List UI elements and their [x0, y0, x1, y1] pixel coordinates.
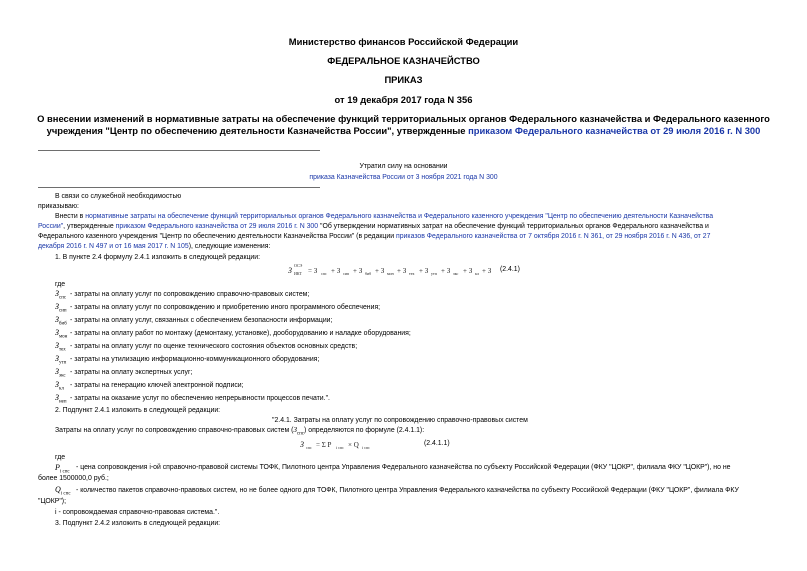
- svg-text:+ З: + З: [482, 267, 492, 275]
- def-price-line2: более 1500000,0 руб.;: [38, 475, 109, 482]
- title-link-order-300[interactable]: приказом Федерального казначейства от 29 июля 2016 г. N 300: [468, 125, 761, 136]
- def-quantity-line2: "ЦОКР");: [38, 498, 67, 505]
- definition-text: - затраты на оплату услуг по сопровождению справочно-правовых систем;: [70, 291, 310, 298]
- def-price-line1: - цена сопровождения i-ой справочно-правовой системы ТОФК, Пилотного центра Управления Федерального казначейства по субъекту Российской Федерации (ФКУ "ЦОКР", филиала ФКУ "ЦОКР"), но не: [76, 464, 731, 471]
- svg-text:= З: = З: [308, 267, 318, 275]
- formula-2-4-1-1-number: (2.4.1.1): [424, 440, 450, 447]
- svg-text:+ З: + З: [463, 267, 473, 275]
- definition-text: - затраты на утилизацию информационно-коммуникационного оборудования;: [70, 356, 320, 363]
- definition-symbol: $З_{неп}$: [55, 393, 67, 405]
- link-order-300[interactable]: приказом Федерального казначейства от 29 июля 2016 г. N 300: [115, 223, 319, 230]
- svg-text:+ З: + З: [419, 267, 429, 275]
- paragraph-changes-line1: [55, 212, 713, 221]
- svg-text:+ З: + З: [331, 267, 341, 275]
- svg-text:ИКТ: ИКТ: [294, 271, 302, 276]
- agency-name: ФЕДЕРАЛЬНОЕ КАЗНАЧЕЙСТВО: [327, 55, 480, 66]
- divider-bottom: [38, 187, 320, 188]
- definition-text: - затраты на генерацию ключей электронной подписи;: [70, 382, 244, 389]
- def-quantity-line1: - количество пакетов справочно-правовых систем, но не более одного для ТОФК, Пилотного центра Управления Федерального казначейства по субъекту Российской Федерации (ФКУ "ЦОКР", филиала ФКУ: [76, 487, 739, 494]
- link-normative-costs[interactable]: нормативные затраты на обеспечение функций территориальных органов Федерального казначейства и Федерального казенного учреждения "Центр по обеспечению деятельности Казначейства: [85, 213, 714, 220]
- definition-symbol: $З_{кл}$: [55, 380, 64, 392]
- svg-text:сип: сип: [343, 271, 350, 276]
- definition-symbol: $З_{биб}$: [55, 315, 67, 327]
- symbol-p-i-sps: $P_{i спс}$: [55, 463, 70, 475]
- definition-symbol: $З_{мон}$: [55, 328, 68, 340]
- svg-text:З: З: [288, 266, 292, 275]
- text: Внести в: [55, 213, 86, 220]
- text: "Об утверждении нормативных затрат на обеспечение функций территориальных органов Федерального казначейства и: [318, 223, 709, 230]
- link-amending-orders-cont[interactable]: декабря 2016 г. N 497 и от 16 мая 2017 г. N 105: [38, 243, 189, 250]
- status-line1: Утратил силу на основании: [359, 163, 448, 170]
- definition-text: - затраты на оплату услуг по сопровождению и приобретению иного программного обеспечения;: [70, 304, 381, 311]
- formula-2-4-1: [288, 262, 498, 278]
- divider-top: [38, 150, 320, 151]
- svg-text:З: З: [300, 440, 304, 449]
- definition-text: - затраты на оплату экспертных услуг;: [70, 369, 193, 376]
- item-3: 3. Подпункт 2.4.2 изложить в следующей редакции:: [55, 520, 221, 527]
- link-amending-orders[interactable]: приказов Федерального казначейства от 7 октября 2016 г. N 361, от 29 ноября 2016 г. N 436, от 27: [395, 233, 711, 240]
- ministry-name: Министерство финансов Российской Федерации: [288, 36, 519, 47]
- svg-text:утп: утп: [431, 271, 437, 276]
- definition-text: - затраты на оплату услуг, связанных с обеспечением безопасности информации;: [70, 317, 333, 324]
- svg-text:+ З: + З: [353, 267, 363, 275]
- symbol-q-i-sps: $Q_{i спс}$: [55, 485, 71, 497]
- text: Затраты на оплату услуг по сопровождению справочно-правовых систем (: [55, 427, 294, 434]
- svg-text:+ З: + З: [397, 267, 407, 275]
- subsection-title: "2.4.1. Затраты на оплату услуг по сопровождению справочно-правовых систем: [272, 417, 528, 424]
- item-1: 1. В пункте 2.4 формулу 2.4.1 изложить в следующей редакции:: [55, 254, 261, 261]
- svg-text:тех: тех: [409, 271, 415, 276]
- link-normative-costs-cont[interactable]: России": [38, 223, 64, 230]
- text: , утвержденные: [63, 223, 116, 230]
- definition-text: - затраты на оказание услуг по обеспечению непрерывности процессов печати.".: [70, 395, 330, 402]
- text: Федерального казенного учреждения "Центр по обеспечению деятельности Казначейства России" (в редакции: [38, 233, 396, 240]
- def-index-i: i - сопровождаемая справочно-правовая система.".: [55, 509, 220, 516]
- paragraph-changes-line4: [38, 242, 270, 251]
- svg-text:спс: спс: [306, 445, 312, 450]
- definition-symbol: $З_{сип}$: [55, 302, 67, 314]
- paragraph-changes-line2: [38, 222, 709, 231]
- svg-text:= Σ P: = Σ P: [316, 441, 332, 449]
- document-type: ПРИКАЗ: [384, 74, 423, 85]
- svg-text:спс: спс: [321, 271, 327, 276]
- svg-text:ОСЭ: ОСЭ: [294, 263, 303, 268]
- svg-text:+ З: + З: [441, 267, 451, 275]
- paragraph-order: приказываю:: [38, 203, 79, 210]
- svg-text:мон: мон: [387, 271, 394, 276]
- definition-symbol: $З_{утп}$: [55, 354, 67, 366]
- item-2: 2. Подпункт 2.4.1 изложить в следующей редакции:: [55, 407, 221, 414]
- svg-text:+ З: + З: [375, 267, 385, 275]
- formula-2-4-1-number: (2.4.1): [500, 266, 520, 273]
- document-title-line1: О внесении изменений в нормативные затраты на обеспечение функций территориальных органов Федерального казначейства и Федерального казенного: [37, 113, 770, 124]
- definition-symbol: $З_{экс}$: [55, 367, 66, 379]
- where-label-2: где: [55, 454, 66, 461]
- definition-symbol: $З_{спс}$: [55, 289, 67, 301]
- svg-text:i спс: i спс: [336, 445, 344, 450]
- symbol-z-sps: $З_{спс}$: [293, 426, 305, 437]
- definition-text: - затраты на оплату услуг по оценке технического состояния объектов основных средств;: [70, 343, 358, 350]
- svg-text:экс: экс: [453, 271, 459, 276]
- document-title-line2: [0, 125, 807, 137]
- text: ), следующие изменения:: [188, 243, 271, 250]
- document-date-number: от 19 декабря 2017 года N 356: [334, 94, 473, 105]
- svg-text:× Q: × Q: [348, 441, 359, 449]
- text: ) определяются по формуле (2.4.1.1):: [304, 427, 425, 434]
- paragraph-reason: В связи со служебной необходимостью: [55, 193, 182, 200]
- title-text: учреждения "Центр по обеспечению деятельности Казначейства России", утвержденные: [46, 125, 469, 136]
- svg-text:кл: кл: [475, 271, 479, 276]
- formula-2-4-1-1: [300, 436, 415, 452]
- status-link-repeal[interactable]: приказа Казначейства России от 3 ноября 2021 года N 300: [309, 174, 498, 181]
- definition-text: - затраты на оплату работ по монтажу (демонтажу, установке), дооборудованию и наладке оборудования;: [70, 330, 411, 337]
- svg-text:биб: биб: [365, 271, 372, 276]
- svg-text:i спс: i спс: [362, 445, 370, 450]
- paragraph-changes-line3: [38, 232, 710, 241]
- where-label: где: [55, 281, 66, 288]
- definition-symbol: $З_{тех}$: [55, 341, 66, 353]
